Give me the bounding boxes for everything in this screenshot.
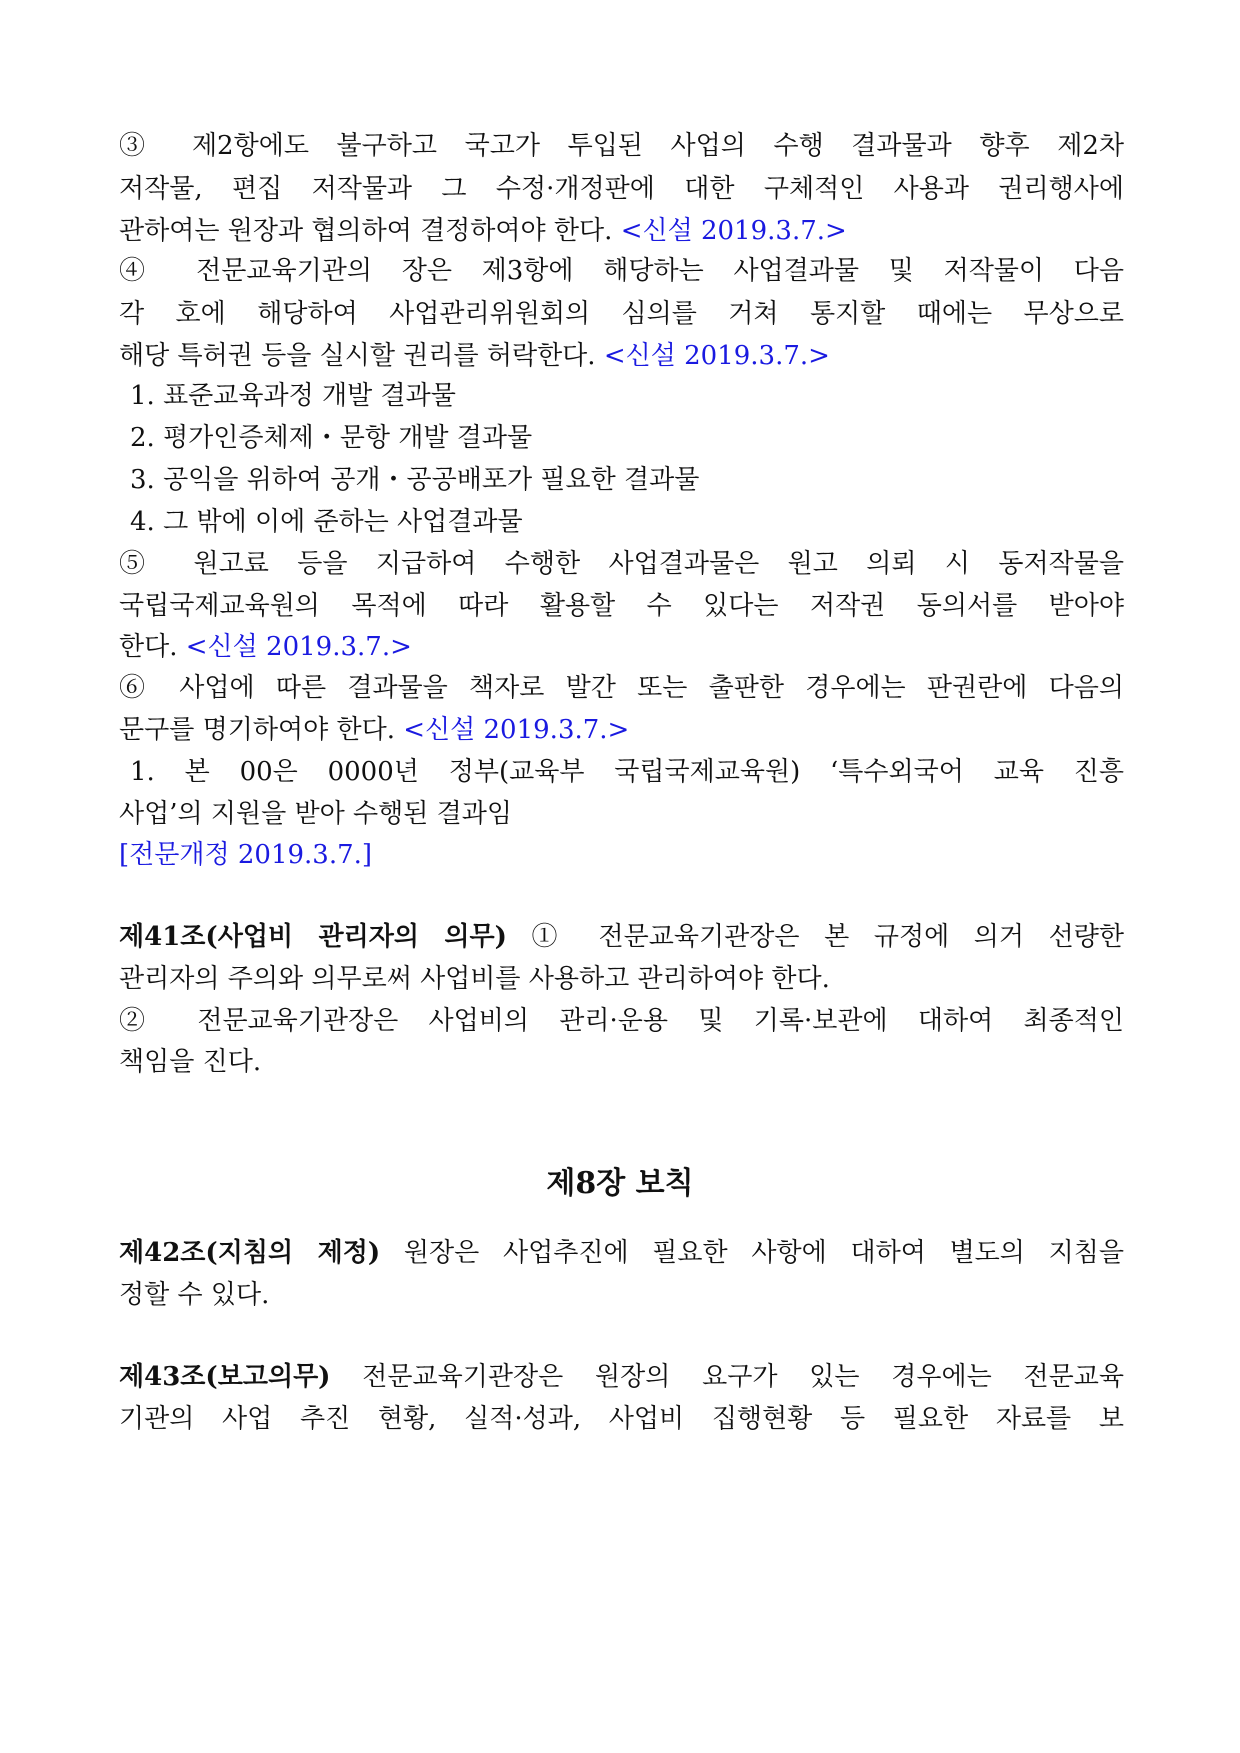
article41-line-3: ② 전문교육기관장은 사업비의 관리·운용 및 기록·보관에 대하여 최종적인 <box>119 1006 1124 1036</box>
para3-line-3-text: 관하여는 원장과 협의하여 결정하여야 한다. <box>119 216 613 246</box>
article43-line-1-text: 전문교육기관장은 원장의 요구가 있는 경우에는 전문교육 <box>362 1362 1125 1392</box>
para6-line-2 <box>119 710 1124 750</box>
para4-line-3 <box>119 336 1124 376</box>
para6-item1-line-1: 1. 본 00은 0000년 정부(교육부 국립국제교육원) ‘특수외국어 교육 진흥 <box>130 757 1124 787</box>
article-heading: 제41조(사업비 관리자의 의무) <box>119 922 507 952</box>
para4-line-1: ④ 전문교육기관의 장은 제3항에 해당하는 사업결과물 및 저작물이 다음 <box>119 256 1124 286</box>
amendment-note: <신설 2019.3.7.> <box>185 632 412 662</box>
article42-line-1 <box>119 1233 1124 1273</box>
article-heading: 제42조(지침의 제정) <box>119 1238 381 1268</box>
para4-line-3-text: 해당 특허권 등을 실시할 권리를 허락한다. <box>119 341 596 371</box>
amendment-note: <신설 2019.3.7.> <box>620 216 847 246</box>
para3-line-2: 저작물, 편집 저작물과 그 수정·개정판에 대한 구체적인 사용과 권리행사에 <box>119 174 1124 204</box>
list-item: 1. 표준교육과정 개발 결과물 <box>130 381 456 411</box>
amendment-note: <신설 2019.3.7.> <box>403 715 630 745</box>
para3-line-3 <box>119 211 1124 251</box>
article41-line-1-text: ① 전문교육기관장은 본 규정에 의거 선량한 <box>531 922 1125 952</box>
article41-line-1 <box>119 917 1124 957</box>
article41-line-4: 책임을 진다. <box>119 1047 262 1077</box>
article42-line-2: 정할 수 있다. <box>119 1280 270 1310</box>
article41-line-2: 관리자의 주의와 의무로써 사업비를 사용하고 관리하여야 한다. <box>119 964 830 994</box>
para6-item1-line-2: 사업’의 지원을 받아 수행된 결과임 <box>119 799 512 829</box>
list-item: 3. 공익을 위하여 공개・공공배포가 필요한 결과물 <box>130 465 700 495</box>
para4-line-2: 각 호에 해당하여 사업관리위원회의 심의를 거쳐 통지할 때에는 무상으로 <box>119 299 1124 329</box>
para3-line-1: ③ 제2항에도 불구하고 국고가 투입된 사업의 수행 결과물과 향후 제2차 <box>119 131 1124 161</box>
article43-line-1 <box>119 1357 1124 1397</box>
para5-line-2: 국립국제교육원의 목적에 따라 활용할 수 있다는 저작권 동의서를 받아야 <box>119 591 1124 621</box>
amendment-note: <신설 2019.3.7.> <box>603 341 830 371</box>
article-heading: 제43조(보고의무) <box>119 1362 331 1392</box>
revision-note: [전문개정 2019.3.7.] <box>119 840 373 870</box>
article43-line-2: 기관의 사업 추진 현황, 실적·성과, 사업비 집행현황 등 필요한 자료를 보 <box>119 1404 1124 1434</box>
chapter-title: 제8장 보칙 <box>546 1166 694 1201</box>
para6-line-1: ⑥ 사업에 따른 결과물을 책자로 발간 또는 출판한 경우에는 판권란에 다음의 <box>119 673 1124 703</box>
list-item: 4. 그 밖에 이에 준하는 사업결과물 <box>130 507 523 537</box>
para5-line-1: ⑤ 원고료 등을 지급하여 수행한 사업결과물은 원고 의뢰 시 동저작물을 <box>119 549 1124 579</box>
article42-line-1-text: 원장은 사업추진에 필요한 사항에 대하여 별도의 지침을 <box>403 1238 1125 1268</box>
para5-line-3 <box>119 627 1124 667</box>
para5-line-3-text: 한다. <box>119 632 178 662</box>
para6-line-2-text: 문구를 명기하여야 한다. <box>119 715 395 745</box>
list-item: 2. 평가인증체제・문항 개발 결과물 <box>130 423 533 453</box>
